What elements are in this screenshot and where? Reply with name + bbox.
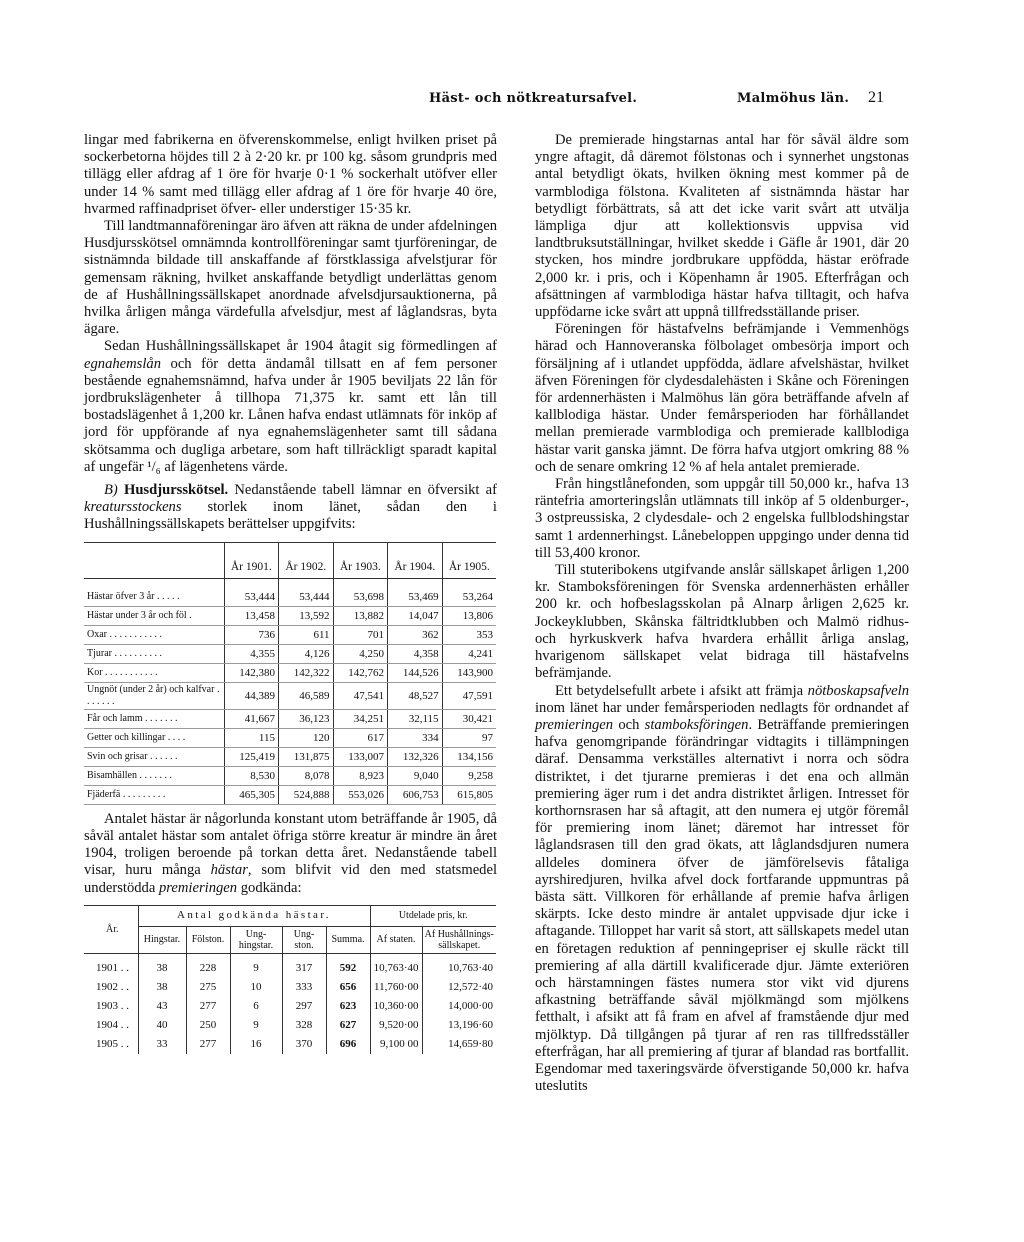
cell: 10,360·00 bbox=[370, 997, 422, 1016]
cell: 14,047 bbox=[388, 606, 443, 625]
cell: 13,882 bbox=[333, 606, 388, 625]
cell: 120 bbox=[279, 728, 334, 747]
year-cell: 1901 . . bbox=[96, 961, 129, 974]
cell: 142,322 bbox=[279, 663, 334, 682]
paragraph: Till stuteribokens utgifvande anslår sällskapet årligen 1,200 kr. Stamboksföreningen för Svenska ardennerhästen erhåller 200 kr. och hofbeslagsskolan på Alnarp årligen 2,625 kr. Jockeyklubben, Skånska fältridtklubben och Malmö ridhus- och hyrkuskverk hafva hvardera erhållit årliga anslag, hvarigenom sällskapet velat bidraga till hästafvelns befrämjande. bbox=[535, 562, 909, 682]
section-title: Husdjursskötsel. bbox=[123, 482, 229, 499]
table-header: År 1905. bbox=[442, 542, 496, 578]
table-row bbox=[84, 625, 496, 644]
cell: 4,250 bbox=[333, 644, 388, 663]
cell: 134,156 bbox=[442, 747, 496, 766]
cell: 11,760·00 bbox=[370, 978, 422, 997]
table-header-row bbox=[84, 905, 496, 926]
table-header-blank bbox=[84, 542, 224, 578]
cell: 38 bbox=[138, 953, 186, 978]
cell: 33 bbox=[138, 1035, 186, 1054]
row-label: Oxar . . . . . . . . . . . bbox=[84, 625, 224, 644]
cell: 328 bbox=[282, 1016, 326, 1035]
cell: 317 bbox=[282, 953, 326, 978]
cell: 362 bbox=[388, 625, 443, 644]
emphasis: kreatursstockens bbox=[84, 499, 182, 516]
cell: 524,888 bbox=[279, 785, 334, 804]
cell: 131,875 bbox=[279, 747, 334, 766]
cell: 701 bbox=[333, 625, 388, 644]
cell: 53,444 bbox=[279, 578, 334, 606]
cell: 16 bbox=[230, 1035, 282, 1054]
table-row bbox=[84, 606, 496, 625]
table-header: Hingstar. bbox=[138, 926, 186, 953]
text-run: inom länet har under femårsperioden nedlagts för ordnandet af bbox=[535, 699, 909, 716]
emphasis: hästar bbox=[210, 862, 248, 879]
row-label: Getter och killingar . . . . bbox=[84, 728, 224, 747]
table-header: År 1903. bbox=[333, 542, 388, 578]
cell: 353 bbox=[442, 625, 496, 644]
running-header-left: Häst- och nötkreatursafvel. bbox=[429, 91, 638, 106]
text-run: och bbox=[613, 716, 645, 733]
text-run: . Beträffande premieringen hafva genomgripande förändringar vidtagits i tillämpningen däraf. Densamma verkställes alternativt i norra och södra distriktet, i det tjurarne premieras i det ena och allmän premiering äger rum i det andra distriktet årligen. Intresset för korthornsrasen har så aftagit, att den numera ej utgör föremål för premiering inom länet; däremot har intresset för låglandsrasen till den grad ökats, att låglandsdjuren numera alldeles dominera öfver de jämförelsevis fåtaliga ayrshiredjuren, hvilka afvel dock fortfarande uppmuntras på bästa sätt. Villkoren för erhållande af premie hafva årligen skärpts. Icke desto mindre är antalet uppvisade djur icke i aftagande. Tilloppet har varit så stort, att sällskapets medel utan en företagen reduktion af penningepriser ej skulle räckt till premiering af alla därtill kvalificerade djur. Jämte exteriören och härstamningen fästes numera stor vikt vid djurens afkastning beträffande såväl mjölkmängd som mjölkens fetthalt, i afsikt att få fram en afvel af framstående djur med mjölktyp. Då tillgången på tjurar af ren ras tillfredsställer efterfrågan, har all premiering af tjurar af blandad ras bortfallit. Egendomar med taxeringsvärde öfverstigande 50,000 kr. hafva uteslutits bbox=[535, 716, 910, 1095]
table-row bbox=[84, 766, 496, 785]
table-row bbox=[84, 682, 496, 709]
text-run: Antalet hästar är någorlunda konstant utom beträffande år 1905, då såväl antalet hästar som antalet öfriga större kreatur är mindre än året 1904, troligen beroende på torkan detta året. Nedanstående tabell visar, huru många bbox=[84, 810, 497, 879]
cell: 13,458 bbox=[224, 606, 279, 625]
cell: 553,026 bbox=[333, 785, 388, 804]
emphasis: premieringen bbox=[535, 716, 614, 733]
table-row bbox=[84, 747, 496, 766]
group-header: Antal godkända hästar. bbox=[138, 905, 370, 926]
row-label: Ungnöt (under 2 år) och kalfvar . . . . . . . bbox=[84, 682, 224, 709]
year-cell: 1902 . . bbox=[96, 980, 129, 993]
cell: 144,526 bbox=[388, 663, 443, 682]
section-letter: B) bbox=[104, 482, 118, 499]
cell: 623 bbox=[326, 997, 370, 1016]
table-header-row bbox=[84, 926, 496, 953]
cell: 4,241 bbox=[442, 644, 496, 663]
year-cell: 1903 . . bbox=[96, 999, 129, 1012]
cell: 6 bbox=[230, 997, 282, 1016]
running-header-right: Malmöhus län. bbox=[737, 91, 850, 106]
cell: 9,258 bbox=[442, 766, 496, 785]
table-row bbox=[84, 578, 496, 606]
text-run: Sedan Hushållningssällskapet år 1904 åtagit sig förmedlingen af bbox=[104, 338, 497, 355]
section-paragraph bbox=[84, 482, 497, 534]
table-row bbox=[84, 1016, 496, 1035]
cell: 4,355 bbox=[224, 644, 279, 663]
table-row bbox=[84, 1035, 496, 1054]
cell: 53,469 bbox=[388, 578, 443, 606]
cell: 736 bbox=[224, 625, 279, 644]
cell: 133,007 bbox=[333, 747, 388, 766]
cell: 142,762 bbox=[333, 663, 388, 682]
cell: 617 bbox=[333, 728, 388, 747]
cell: 696 bbox=[326, 1035, 370, 1054]
cell: 611 bbox=[279, 625, 334, 644]
prize-header: Utdelade pris, kr. bbox=[370, 905, 496, 926]
cell: 32,115 bbox=[388, 709, 443, 728]
cell: 615,805 bbox=[442, 785, 496, 804]
table-row bbox=[84, 953, 496, 978]
row-label: Tjurar . . . . . . . . . . bbox=[84, 644, 224, 663]
paragraph: De premierade hingstarnas antal har för såväl äldre som yngre aftagit, då däremot fölstonas och i synnerhet ungstonas antal betydligt ökats, hvilken ökning mest kommer på de varmblodiga fölstona. Kvaliteten af sistnämnda hästar har betydligt förbättrats, så att det icke varit svårt att utvälja lämpliga djur att kollektionsvis uppvisa vid landtbruksutställningar, hvilket skedde i Gäfle år 1901, där 20 stycken, hos mindre jordbrukare uppfödda, hästar eröfrade 2,000 kr. i pris, och i Köpenhamn år 1905. Efterfrågan och afsättningen af varmblodiga hästar hafva tilltagit, och hafva uppfödarne icke svårt att uppnå tillfredsställande priser. bbox=[535, 132, 909, 321]
emphasis: stamboksföringen bbox=[644, 716, 749, 733]
table-row bbox=[84, 709, 496, 728]
cell: 370 bbox=[282, 1035, 326, 1054]
cell: 13,196·60 bbox=[422, 1016, 496, 1035]
cell: 9 bbox=[230, 1016, 282, 1035]
cell: 4,358 bbox=[388, 644, 443, 663]
livestock-table bbox=[84, 542, 496, 805]
cell: 627 bbox=[326, 1016, 370, 1035]
table-row bbox=[84, 785, 496, 804]
emphasis: premieringen bbox=[158, 879, 238, 896]
cell: 34,251 bbox=[333, 709, 388, 728]
cell: 4,126 bbox=[279, 644, 334, 663]
cell: 36,123 bbox=[279, 709, 334, 728]
paragraph: lingar med fabrikerna en öfverenskommelse, enligt hvilken priset på sockerbetorna höjdes till 2 à 2·20 kr. pr 100 kg. såsom grundpris med tillägg eller afdrag af 1 öre för hvarje 0·1 % sockerhalt utöfver eller under 14 % samt med tillägg eller afdrag af 1 öre för hvarje 40 öre, hvarmed raffinadpriset öfver- eller understiger 15·35 kr. bbox=[84, 132, 497, 217]
cell: 41,667 bbox=[224, 709, 279, 728]
row-label: Hästar under 3 år och föl . bbox=[84, 606, 224, 625]
cell: 10,763·40 bbox=[370, 953, 422, 978]
table-header: Ung-ston. bbox=[282, 926, 326, 953]
cell: 115 bbox=[224, 728, 279, 747]
cell: 8,078 bbox=[279, 766, 334, 785]
cell: 53,444 bbox=[224, 578, 279, 606]
cell: 250 bbox=[186, 1016, 230, 1035]
cell: 606,753 bbox=[388, 785, 443, 804]
cell: 48,527 bbox=[388, 682, 443, 709]
cell: 334 bbox=[388, 728, 443, 747]
cell: 12,572·40 bbox=[422, 978, 496, 997]
text-run: Ett betydelsefullt arbete i afsikt att främja bbox=[555, 682, 808, 699]
cell: 8,530 bbox=[224, 766, 279, 785]
year-header: År. bbox=[84, 905, 138, 953]
cell: 38 bbox=[138, 978, 186, 997]
cell: 40 bbox=[138, 1016, 186, 1035]
cell: 228 bbox=[186, 953, 230, 978]
cell: 333 bbox=[282, 978, 326, 997]
table-row bbox=[84, 728, 496, 747]
emphasis: nötboskapsafveln bbox=[807, 682, 909, 699]
paragraph: Från hingstlånefonden, som uppgår till 50,000 kr., hafva 13 räntefria amorteringslån utlämnats till inköp af 5 oldenburger-, 3 ostpreussiska, 2 clydesdale- och 2 engelska fullblodshingstar samt 1 ardennerhingst. Lånebeloppen uppgingo under denna tid till 53,400 kronor. bbox=[535, 476, 909, 561]
table-header: Fölston. bbox=[186, 926, 230, 953]
table-header: År 1904. bbox=[388, 542, 443, 578]
text-run: och för detta ändamål tillsatt en af fem personer bestående egnahemsnämnd, hafva under år 1905 beviljats 22 lån för jordbrukslägenheter å tillhopa 71,375 kr. samt ett lån till bostadslägenhet å 1,200 kr. Lånen hafva endast utlämnats för inköp af jord för uppförande af nya egnahemslägenheter samt till sådana skötsamma och dugliga arbetare, som haft tillräckligt sparadt kapital af ungefär ¹/₆ af lägenhetens värde. bbox=[84, 355, 497, 475]
cell: 656 bbox=[326, 978, 370, 997]
cell: 125,419 bbox=[224, 747, 279, 766]
cell: 14,000·00 bbox=[422, 997, 496, 1016]
cell: 44,389 bbox=[224, 682, 279, 709]
cell: 9,520·00 bbox=[370, 1016, 422, 1035]
year-cell: 1904 . . bbox=[96, 1018, 129, 1031]
left-column bbox=[84, 132, 497, 1054]
cell: 53,264 bbox=[442, 578, 496, 606]
emphasis: egnahemslån bbox=[84, 355, 162, 372]
row-label: Kor . . . . . . . . . . . bbox=[84, 663, 224, 682]
text-run: , som blifvit vid den med statsmedel understödda bbox=[84, 862, 497, 896]
paragraph: Föreningen för hästafvelns befrämjande i Vemmenhögs härad och Hannoveranska fölbolaget ombesörja import och försäljning af i utlandet uppfödda, ädlare afvelshästar, hvilket äfven Föreningen för clydesdalehästen i Skåne och Föreningen för ardennerhästen i Malmöhus län göra beträffande afveln af kallblodiga hästar. Under femårsperioden har förhållandet mellan premierade varmblodiga och premierade kallblodiga hästar varit ganska jämnt. De förra hafva utgjort omkring 88 % och de senare omkring 12 % af hela antalet premierade. bbox=[535, 321, 909, 475]
cell: 9,100 00 bbox=[370, 1035, 422, 1054]
cell: 142,380 bbox=[224, 663, 279, 682]
cell: 275 bbox=[186, 978, 230, 997]
table-header: År 1901. bbox=[224, 542, 279, 578]
paragraph bbox=[84, 811, 497, 897]
cell: 47,541 bbox=[333, 682, 388, 709]
paragraph bbox=[535, 683, 909, 1096]
table-row bbox=[84, 978, 496, 997]
cell: 132,326 bbox=[388, 747, 443, 766]
table-row bbox=[84, 997, 496, 1016]
cell: 9,040 bbox=[388, 766, 443, 785]
cell: 8,923 bbox=[333, 766, 388, 785]
year-cell: 1905 . . bbox=[96, 1037, 129, 1050]
row-label: Får och lamm . . . . . . . bbox=[84, 709, 224, 728]
cell: 10,763·40 bbox=[422, 953, 496, 978]
cell: 43 bbox=[138, 997, 186, 1016]
cell: 13,592 bbox=[279, 606, 334, 625]
cell: 14,659·80 bbox=[422, 1035, 496, 1054]
cell: 143,900 bbox=[442, 663, 496, 682]
cell: 47,591 bbox=[442, 682, 496, 709]
table-header: År 1902. bbox=[279, 542, 334, 578]
cell: 592 bbox=[326, 953, 370, 978]
table-header: Ung-hingstar. bbox=[230, 926, 282, 953]
paragraph: Till landtmannaföreningar äro äfven att räkna de under afdelningen Husdjursskötsel omnämnda kontrollföreningar samt tjurföreningar, de sistnämnda bildade till anskaffande af förstklassiga afvelstjurar för gemensam räkning, hvilket anskaffande betydligt underlättas genom de af Hushållningssällskapet anordnade afvelsdjursauktionerna, på hvilka årligen många värdefulla afvelsdjur, mest af låglandsras, byta ägare. bbox=[84, 218, 497, 338]
text-run: Nedanstående tabell lämnar en öfversikt af bbox=[228, 482, 497, 499]
row-label: Hästar öfver 3 år . . . . . bbox=[84, 578, 224, 606]
table-header: Af staten. bbox=[370, 926, 422, 953]
text-run: storlek inom länet, sådan den i Hushållningssällskapets berättelser uppgifvits: bbox=[84, 499, 497, 533]
cell: 46,589 bbox=[279, 682, 334, 709]
cell: 277 bbox=[186, 997, 230, 1016]
table-header: Af Hushållnings-sällskapet. bbox=[422, 926, 496, 953]
right-column bbox=[535, 132, 909, 1095]
table-row bbox=[84, 663, 496, 682]
cell: 465,305 bbox=[224, 785, 279, 804]
paragraph bbox=[84, 338, 497, 476]
row-label: Svin och grisar . . . . . . bbox=[84, 747, 224, 766]
cell: 277 bbox=[186, 1035, 230, 1054]
table-header-row bbox=[84, 542, 496, 578]
page-number: 21 bbox=[868, 89, 884, 106]
cell: 9 bbox=[230, 953, 282, 978]
cell: 30,421 bbox=[442, 709, 496, 728]
premium-table bbox=[84, 905, 496, 1054]
row-label: Bisamhällen . . . . . . . bbox=[84, 766, 224, 785]
cell: 297 bbox=[282, 997, 326, 1016]
cell: 10 bbox=[230, 978, 282, 997]
row-label: Fjäderfä . . . . . . . . . bbox=[84, 785, 224, 804]
text-run: godkända: bbox=[237, 879, 302, 896]
table-header: Summa. bbox=[326, 926, 370, 953]
table-row bbox=[84, 644, 496, 663]
cell: 53,698 bbox=[333, 578, 388, 606]
cell: 13,806 bbox=[442, 606, 496, 625]
cell: 97 bbox=[442, 728, 496, 747]
